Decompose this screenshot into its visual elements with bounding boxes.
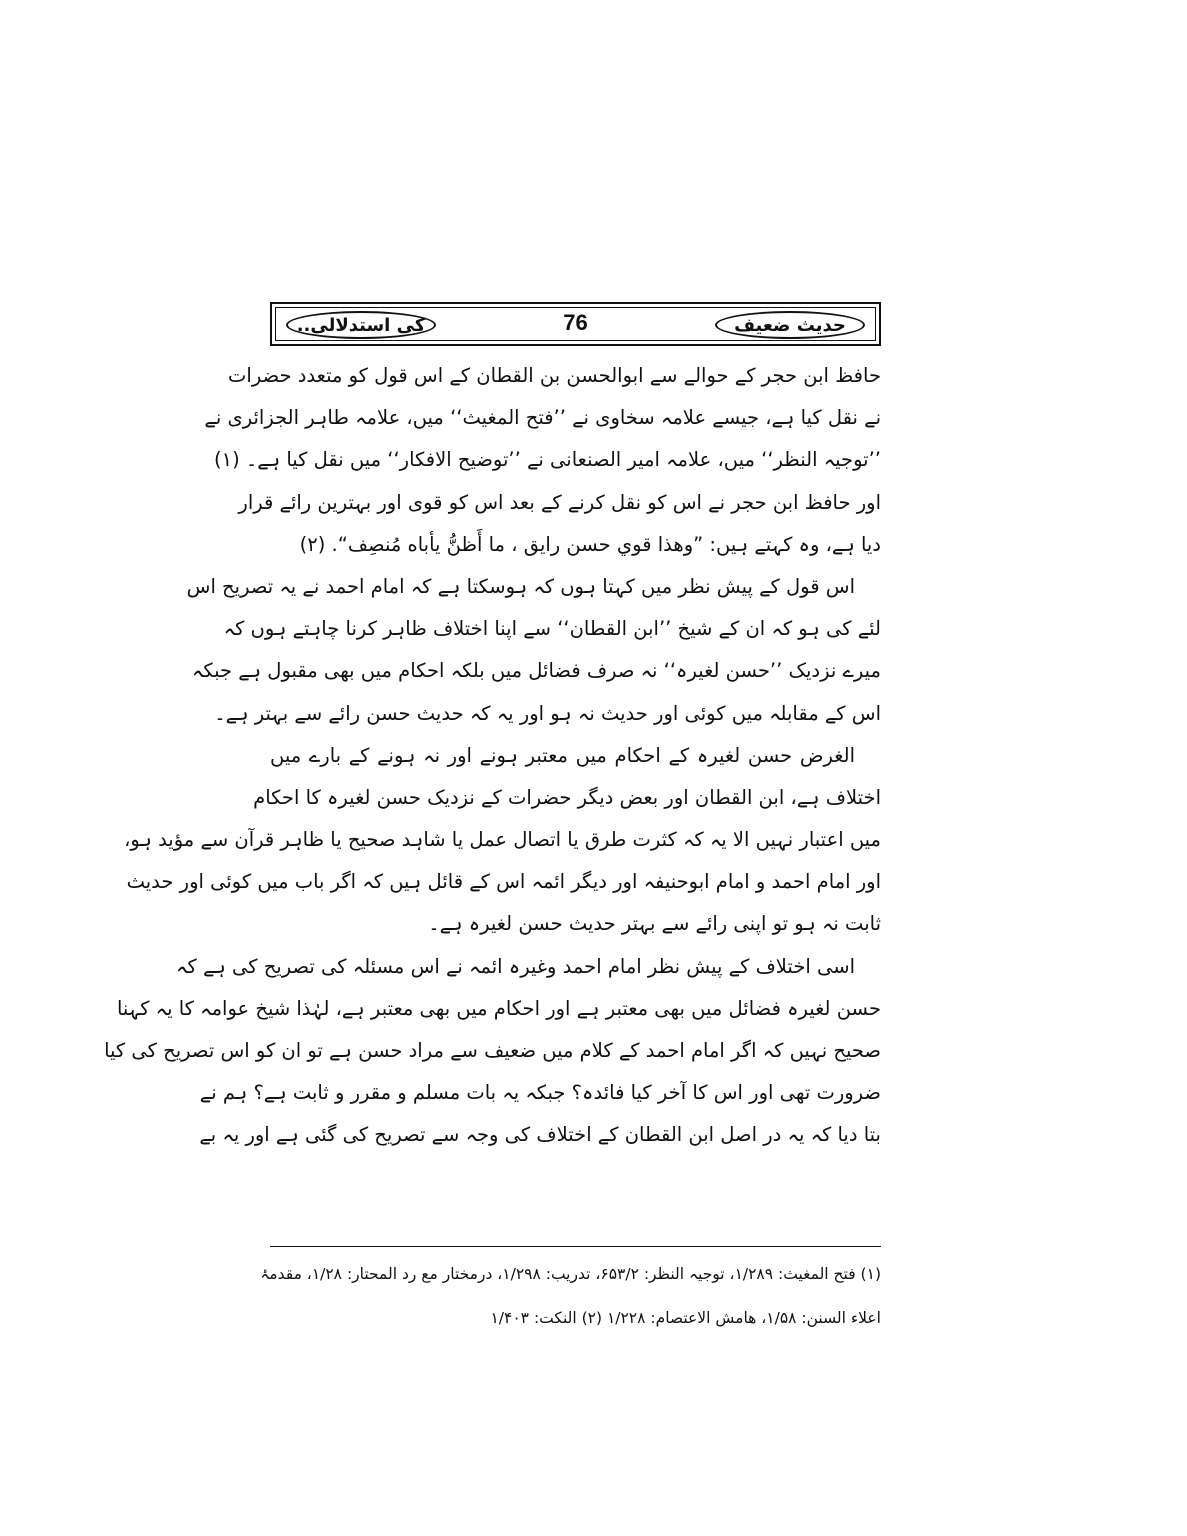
section-title: کی استدلالی..: [296, 314, 426, 336]
text-line: دیا ہے، وہ کہتے ہیں: ”وهذا قوي حسن رايق ، ما أَظنُّ يأباه مُنصِف“. (۲): [299, 532, 881, 556]
text-line: اور امام احمد و امام ابوحنیفہ اور دیگر ائمہ اس کے قائل ہیں کہ اگر باب میں کوئی اور حدیث: [126, 870, 881, 894]
footnote-line: (۱) فتح المغیث: ۱/۲۸۹، توجیہ النظر: ۶۵۳/۲، تدریب: ۱/۲۹۸، درمختار مع رد المحتار: ۱/۲۸، مقدمۂ: [260, 1265, 881, 1283]
text-line: نے نقل کیا ہے، جیسے علامہ سخاوی نے ’’فتح المغیث‘‘ میں، علامہ طاہر الجزائری نے: [204, 406, 881, 430]
text-line: اس کے مقابلہ میں کوئی اور حدیث نہ ہو اور یہ کہ حدیث حسن رائے سے بہتر ہے۔: [214, 701, 881, 725]
page-header: [270, 302, 881, 346]
text-line: اسی اختلاف کے پیش نظر امام احمد وغیرہ ائمہ نے اس مسئلہ کی تصریح کی ہے کہ: [176, 954, 855, 978]
text-line: ’’توجیہ النظر‘‘ میں، علامہ امیر الصنعانی نے ’’توضیح الافکار‘‘ میں نقل کیا ہے۔ (۱): [213, 448, 881, 472]
text-line: اور حافظ ابن حجر نے اس کو نقل کرنے کے بعد اس کو قوی اور بہترین رائے قرار: [238, 490, 881, 514]
footnote-line: اعلاء السنن: ۱/۵۸، ھامش الاعتصام: ۱/۲۲۸ (۲) النکت: ۱/۴۰۳: [490, 1309, 881, 1327]
footnote-divider: [270, 1246, 881, 1247]
text-line: لئے کی ہو کہ ان کے شیخ ’’ابن القطان‘‘ سے اپنا اختلاف ظاہر کرنا چاہتے ہوں کہ: [223, 617, 881, 641]
main-text: [104, 355, 881, 1240]
text-line: حافظ ابن حجر کے حوالے سے ابوالحسن بن القطان کے اس قول کو متعدد حضرات: [228, 364, 881, 387]
text-line: بتا دیا کہ یہ در اصل ابن القطان کے اختلاف کی وجہ سے تصریح کی گئی ہے اور یہ بے: [199, 1123, 881, 1147]
text-line: ثابت نہ ہو تو اپنی رائے سے بہتر حدیث حسن لغیرہ ہے۔: [428, 912, 881, 936]
text-line: حسن لغیرہ فضائل میں بھی معتبر ہے اور احکام میں بھی معتبر ہے، لہٰذا شیخ عوامہ کا یہ کہنا: [116, 996, 881, 1020]
section-title-pill: [286, 311, 436, 339]
page-number: 76: [563, 310, 588, 335]
text-line: میں اعتبار نہیں الا یہ کہ کثرت طرق یا اتصال عمل یا شاہد صحیح یا ظاہر قرآن سے مؤید ہو،: [124, 828, 881, 852]
text-line: اختلاف ہے، ابن القطان اور بعض دیگر حضرات کے نزدیک حسن لغیرہ کا احکام: [253, 785, 881, 809]
text-line: صحیح نہیں کہ اگر امام احمد کے کلام میں ضعیف سے مراد حسن ہے تو ان کو اس تصریح کی کیا: [104, 1039, 881, 1062]
text-line: الغرض حسن لغیرہ کے احکام میں معتبر ہونے اور نہ ہونے کے بارے میں: [270, 743, 855, 767]
text-line: ضرورت تھی اور اس کا آخر کیا فائدہ؟ جبکہ یہ بات مسلم و مقرر و ثابت ہے؟ ہم نے: [199, 1081, 881, 1105]
footnotes: [260, 1252, 881, 1340]
text-line: میرے نزدیک ’’حسن لغیرہ‘‘ نہ صرف فضائل میں بلکہ احکام میں بھی مقبول ہے جبکہ: [191, 659, 881, 683]
book-title: حدیث ضعیف: [734, 314, 846, 336]
text-line: اس قول کے پیش نظر میں کہتا ہوں کہ ہوسکتا ہے کہ امام احمد نے یہ تصریح اس: [186, 574, 855, 598]
